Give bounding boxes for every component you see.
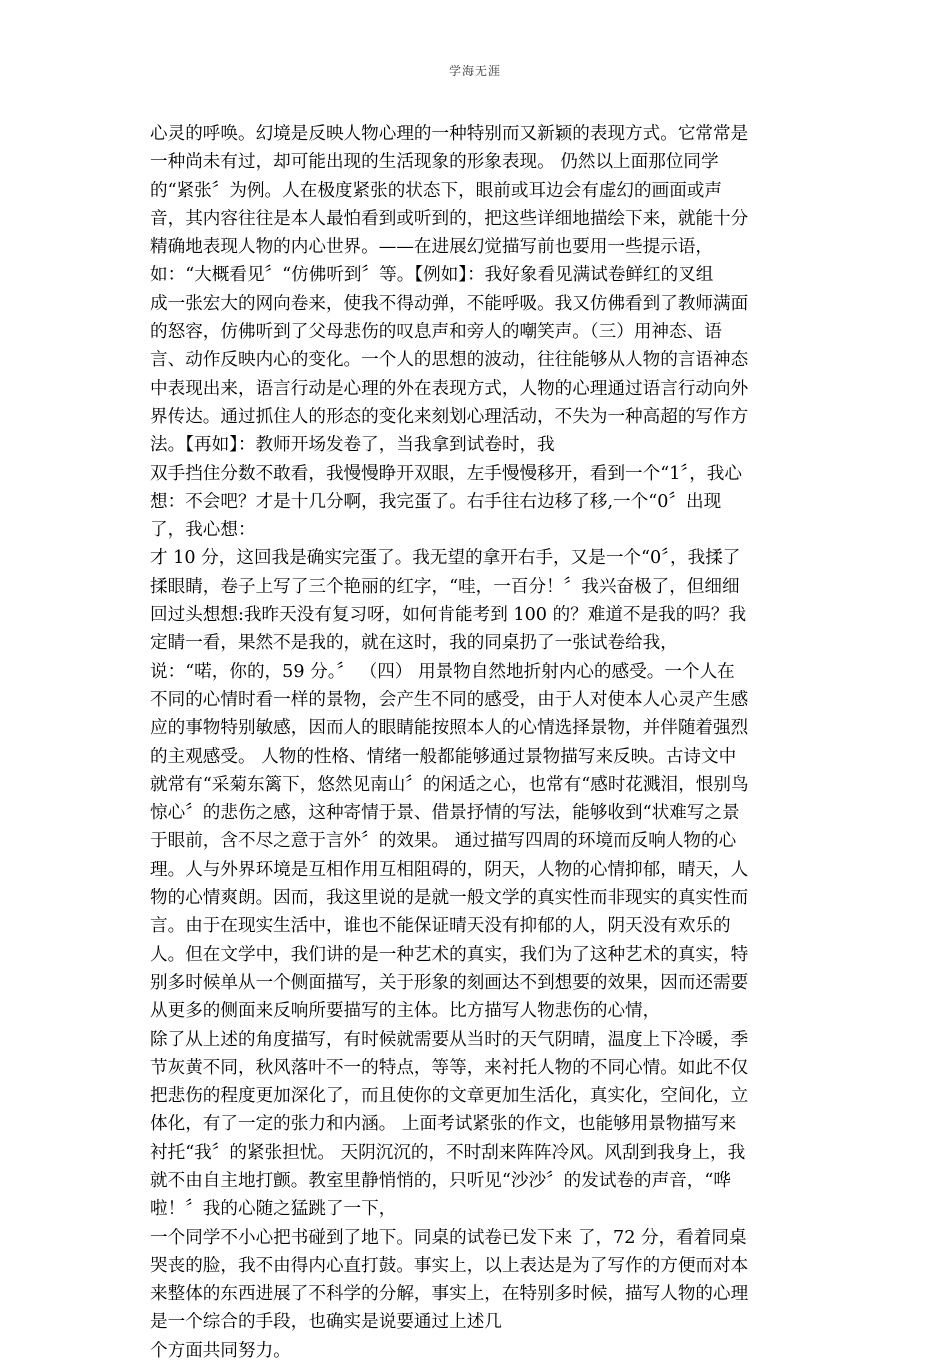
text-line: 定睛一看，果然不是我的，就在这时，我的同桌扔了一张试卷给我， — [150, 633, 678, 654]
text-line: 一个同学不小心把书碰到了地下。同桌的试卷已发下来 了，72 分，看着同桌 — [150, 1227, 747, 1248]
text-line: 精确地表现人物的内心世界。——在进展幻觉描写前也要用一些提示语， — [150, 237, 714, 258]
text-line: 一种尚未有过，却可能出现的生活现象的形象表现。 仍然以上面那位同学 — [150, 152, 719, 173]
text-line: 的“紧张〞为例。人在极度紧张的状态下，眼前或耳边会有虚幻的画面或声 — [150, 180, 722, 201]
text-line: 音，其内容往往是本人最怕看到或听到的，把这些详细地描绘下来，就能十分 — [150, 208, 749, 229]
text-line: 就常有“采菊东篱下，悠然见南山〞的闲适之心，也常有“感时花溅泪，恨别鸟 — [150, 774, 749, 795]
text-line: 才 10 分，这回我是确实完蛋了。我无望的拿开右手，又是一个“0〞，我揉了 — [150, 548, 741, 569]
text-line: 成一张宏大的网向卷来，使我不得动弹，不能呼吸。我又仿佛看到了教师满面 — [150, 293, 749, 314]
text-line: 惊心〞的悲伤之感，这种寄情于景、借景抒情的写法，能够收到“状难写之景 — [150, 803, 740, 824]
text-line: 人。但在文学中，我们讲的是一种艺术的真实，我们为了这种艺术的真实，特 — [150, 944, 749, 965]
text-line: 法。【再如】：教师开场发卷了，当我拿到试卷时，我 — [150, 435, 555, 456]
text-line: 中表现出来，语言行动是心理的外在表现方式，人物的心理通过语言行动向外 — [150, 378, 749, 399]
text-line: 理。人与外界环境是互相作用互相阻碍的，阴天，人物的心情抑郁，晴天，人 — [150, 859, 749, 880]
text-line: 来整体的东西进展了不科学的分解，事实上，在特别多时候，描写人物的心理 — [150, 1284, 749, 1305]
text-line: 物的心情爽朗。因而，我这里说的是就一般文学的真实性而非现实的真实性而 — [150, 888, 749, 909]
text-line: 如：“大概看见〞“仿佛听到〞等。【例如】：我好象看见满试卷鲜红的叉组 — [150, 265, 714, 286]
text-line: 了，我心想： — [150, 520, 256, 541]
text-line: 体化，有了一定的张力和内涵。 上面考试紧张的作文，也能够用景物描写来 — [150, 1114, 737, 1135]
page-header: 学海无涯 — [448, 64, 501, 78]
text-line: 心灵的呼唤。幻境是反映人物心理的一种特别而又新颖的表现方式。它常常是 — [150, 124, 749, 144]
text-line: 于眼前，含不尽之意于言外〞的效果。 通过描写四周的环境而反响人物的心 — [150, 831, 737, 852]
text-line: 是一个综合的手段，也确实是说要通过上述几 — [150, 1312, 502, 1333]
text-line: 双手挡住分数不敢看，我慢慢睁开双眼，左手慢慢移开，看到一个“1〞，我心 — [150, 463, 742, 484]
text-line: 揉眼睛，卷子上写了三个艳丽的红字，“哇，一百分！〞我兴奋极了，但细细 — [150, 576, 740, 597]
text-line: 哭丧的脸，我不由得内心直打鼓。事实上，以上表达是为了写作的方便而对本 — [150, 1255, 749, 1276]
text-line: 衬托“我〞的紧张担忧。 天阴沉沉的，不时刮来阵阵冷风。风刮到我身上，我 — [150, 1142, 746, 1163]
text-line: 回过头想想:我昨天没有复习呀，如何肯能考到 100 的？难道不是我的吗？我 — [150, 605, 747, 626]
text-line: 把悲伤的程度更加深化了，而且使你的文章更加生活化，真实化，空间化，立 — [150, 1086, 749, 1107]
text-line: 说：“喏，你的，59 分。〞 （四） 用景物自然地折射内心的感受。一个人在 — [150, 661, 735, 682]
text-line: 的主观感受。 人物的性格、情绪一般都能够通过景物描写来反映。古诗文中 — [150, 746, 737, 767]
text-line: 节灰黄不同，秋风落叶不一的特点，等等，来衬托人物的不同心情。如此不仅 — [150, 1057, 749, 1078]
text-line: 界传达。通过抓住人的形态的变化来刻划心理活动，不失为一种高超的写作方 — [150, 406, 749, 427]
text-line: 从更多的侧面来反响所要描写的主体。比方描写人物悲伤的心情， — [150, 1001, 661, 1022]
text-line: 应的事物特别敏感，因而人的眼睛能按照本人的心情选择景物，并伴随着强烈 — [150, 718, 749, 739]
text-line: 想：不会吧？才是十几分啊，我完蛋了。右手往右边移了移,一个“0〞出现 — [150, 491, 722, 512]
text-line: 不同的心情时看一样的景物，会产生不同的感受，由于人对使本人心灵产生感 — [150, 689, 749, 710]
text-line: 啦！〞我的心随之猛跳了一下， — [150, 1199, 397, 1220]
text-line: 别多时候单从一个侧面描写，关于形象的刻画达不到想要的效果，因而还需要 — [150, 972, 749, 993]
text-line: 除了从上述的角度描写，有时候就需要从当时的天气阴晴，温度上下冷暖，季 — [150, 1029, 749, 1050]
text-line: 个方面共同努力。 — [150, 1340, 291, 1361]
text-line: 言、动作反映内心的变化。一个人的思想的波动，往往能够从人物的言语神态 — [150, 350, 749, 371]
text-line: 言。由于在现实生活中，谁也不能保证晴天没有抑郁的人，阴天没有欢乐的 — [150, 916, 731, 937]
body-text — [150, 120, 802, 1365]
text-line: 就不由自主地打颤。教室里静悄悄的，只听见“沙沙〞的发试卷的声音，“哗 — [150, 1170, 731, 1191]
text-line: 的怒容，仿佛听到了父母悲伤的叹息声和旁人的嘲笑声。（三）用神态、语 — [150, 322, 722, 343]
